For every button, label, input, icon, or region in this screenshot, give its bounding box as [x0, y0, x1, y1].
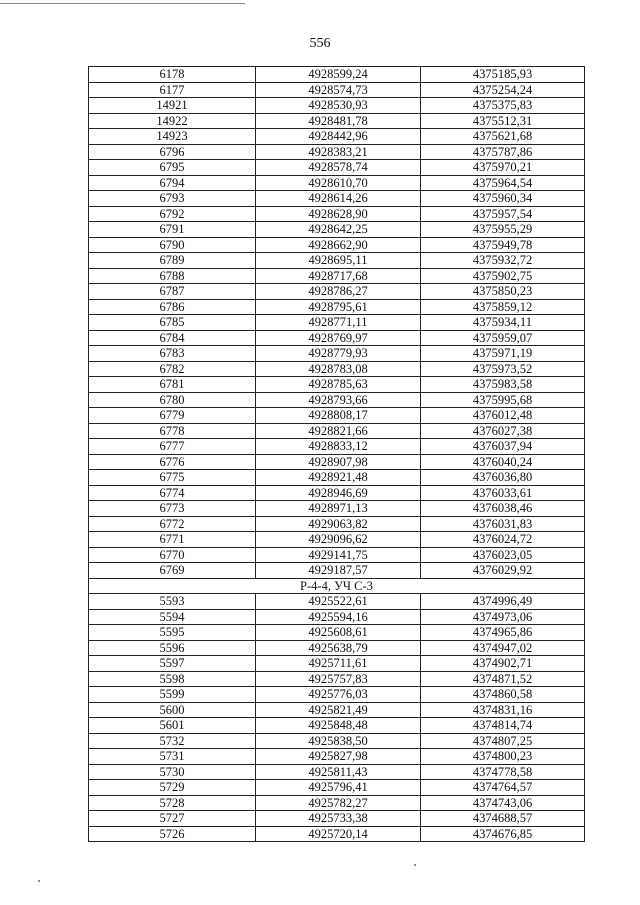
x-coordinate-cell: 4928793,66 [256, 392, 421, 408]
point-number-cell: 6782 [89, 361, 256, 377]
x-coordinate-cell: 4928599,24 [256, 67, 421, 83]
table-row [89, 222, 585, 238]
x-coordinate-cell: 4928383,21 [256, 144, 421, 160]
y-coordinate-cell: 4374676,85 [421, 826, 585, 842]
x-coordinate-cell: 4929096,62 [256, 532, 421, 548]
y-coordinate-cell: 4375971,19 [421, 346, 585, 362]
scan-speck [414, 864, 416, 866]
y-coordinate-cell: 4374800,23 [421, 749, 585, 765]
table-row [89, 377, 585, 393]
point-number-cell: 5600 [89, 702, 256, 718]
x-coordinate-cell: 4925796,41 [256, 780, 421, 796]
table-row [89, 315, 585, 331]
x-coordinate-cell: 4928628,90 [256, 206, 421, 222]
x-coordinate-cell: 4925594,16 [256, 609, 421, 625]
x-coordinate-cell: 4928808,17 [256, 408, 421, 424]
table-row [89, 237, 585, 253]
y-coordinate-cell: 4375995,68 [421, 392, 585, 408]
point-number-cell: 14923 [89, 129, 256, 145]
x-coordinate-cell: 4928833,12 [256, 439, 421, 455]
y-coordinate-cell: 4375949,78 [421, 237, 585, 253]
table-row [89, 547, 585, 563]
table-row [89, 826, 585, 842]
point-number-cell: 14922 [89, 113, 256, 129]
x-coordinate-cell: 4925848,48 [256, 718, 421, 734]
x-coordinate-cell: 4925821,49 [256, 702, 421, 718]
x-coordinate-cell: 4925711,61 [256, 656, 421, 672]
y-coordinate-cell: 4374778,58 [421, 764, 585, 780]
y-coordinate-cell: 4374814,74 [421, 718, 585, 734]
point-number-cell: 5594 [89, 609, 256, 625]
x-coordinate-cell: 4928530,93 [256, 98, 421, 114]
point-number-cell: 6785 [89, 315, 256, 331]
x-coordinate-cell: 4925838,50 [256, 733, 421, 749]
coordinates-table [88, 66, 585, 842]
y-coordinate-cell: 4374807,25 [421, 733, 585, 749]
y-coordinate-cell: 4376031,83 [421, 516, 585, 532]
x-coordinate-cell: 4925776,03 [256, 687, 421, 703]
y-coordinate-cell: 4374965,86 [421, 625, 585, 641]
y-coordinate-cell: 4375932,72 [421, 253, 585, 269]
x-coordinate-cell: 4928971,13 [256, 501, 421, 517]
table-row [89, 299, 585, 315]
table-row [89, 253, 585, 269]
table-row [89, 609, 585, 625]
y-coordinate-cell: 4374996,49 [421, 594, 585, 610]
point-number-cell: 6770 [89, 547, 256, 563]
y-coordinate-cell: 4375964,54 [421, 175, 585, 191]
x-coordinate-cell: 4928578,74 [256, 160, 421, 176]
point-number-cell: 5599 [89, 687, 256, 703]
x-coordinate-cell: 4928662,90 [256, 237, 421, 253]
point-number-cell: 6788 [89, 268, 256, 284]
table-row [89, 594, 585, 610]
point-number-cell: 6787 [89, 284, 256, 300]
table-row [89, 702, 585, 718]
point-number-cell: 6783 [89, 346, 256, 362]
point-number-cell: 5732 [89, 733, 256, 749]
y-coordinate-cell: 4375970,21 [421, 160, 585, 176]
table-row [89, 656, 585, 672]
point-number-cell: 5601 [89, 718, 256, 734]
table-row [89, 392, 585, 408]
table-row [89, 175, 585, 191]
table-row [89, 129, 585, 145]
point-number-cell: 6790 [89, 237, 256, 253]
y-coordinate-cell: 4376040,24 [421, 454, 585, 470]
point-number-cell: 6796 [89, 144, 256, 160]
table-row [89, 361, 585, 377]
x-coordinate-cell: 4925757,83 [256, 671, 421, 687]
point-number-cell: 5729 [89, 780, 256, 796]
x-coordinate-cell: 4925733,38 [256, 811, 421, 827]
point-number-cell: 6779 [89, 408, 256, 424]
y-coordinate-cell: 4375973,52 [421, 361, 585, 377]
x-coordinate-cell: 4928642,25 [256, 222, 421, 238]
x-coordinate-cell: 4928795,61 [256, 299, 421, 315]
point-number-cell: 6777 [89, 439, 256, 455]
point-number-cell: 5593 [89, 594, 256, 610]
x-coordinate-cell: 4928783,08 [256, 361, 421, 377]
table-row [89, 82, 585, 98]
table-row [89, 764, 585, 780]
coordinates-table-body [89, 67, 585, 842]
y-coordinate-cell: 4374902,71 [421, 656, 585, 672]
point-number-cell: 5730 [89, 764, 256, 780]
y-coordinate-cell: 4376023,05 [421, 547, 585, 563]
point-number-cell: 6786 [89, 299, 256, 315]
point-number-cell: 6773 [89, 501, 256, 517]
table-row [89, 330, 585, 346]
table-row [89, 532, 585, 548]
y-coordinate-cell: 4375254,24 [421, 82, 585, 98]
section-heading-row [89, 578, 585, 594]
table-row [89, 98, 585, 114]
y-coordinate-cell: 4375959,07 [421, 330, 585, 346]
y-coordinate-cell: 4374860,58 [421, 687, 585, 703]
point-number-cell: 6778 [89, 423, 256, 439]
table-row [89, 144, 585, 160]
scan-edge-line [0, 3, 245, 4]
table-row [89, 408, 585, 424]
y-coordinate-cell: 4376036,80 [421, 470, 585, 486]
point-number-cell: 6794 [89, 175, 256, 191]
point-number-cell: 6776 [89, 454, 256, 470]
point-number-cell: 5598 [89, 671, 256, 687]
x-coordinate-cell: 4928610,70 [256, 175, 421, 191]
y-coordinate-cell: 4376024,72 [421, 532, 585, 548]
point-number-cell: 6793 [89, 191, 256, 207]
x-coordinate-cell: 4928821,66 [256, 423, 421, 439]
x-coordinate-cell: 4925638,79 [256, 640, 421, 656]
x-coordinate-cell: 4925782,27 [256, 795, 421, 811]
x-coordinate-cell: 4925811,43 [256, 764, 421, 780]
y-coordinate-cell: 4375955,29 [421, 222, 585, 238]
table-row [89, 191, 585, 207]
y-coordinate-cell: 4375787,86 [421, 144, 585, 160]
point-number-cell: 6789 [89, 253, 256, 269]
x-coordinate-cell: 4928769,97 [256, 330, 421, 346]
point-number-cell: 6780 [89, 392, 256, 408]
table-row [89, 470, 585, 486]
point-number-cell: 6795 [89, 160, 256, 176]
table-row [89, 485, 585, 501]
table-row [89, 687, 585, 703]
y-coordinate-cell: 4375957,54 [421, 206, 585, 222]
x-coordinate-cell: 4928786,27 [256, 284, 421, 300]
point-number-cell: 6771 [89, 532, 256, 548]
y-coordinate-cell: 4374947,02 [421, 640, 585, 656]
y-coordinate-cell: 4374871,52 [421, 671, 585, 687]
x-coordinate-cell: 4928614,26 [256, 191, 421, 207]
point-number-cell: 5731 [89, 749, 256, 765]
point-number-cell: 5728 [89, 795, 256, 811]
x-coordinate-cell: 4928481,78 [256, 113, 421, 129]
table-row [89, 268, 585, 284]
point-number-cell: 6792 [89, 206, 256, 222]
y-coordinate-cell: 4375621,68 [421, 129, 585, 145]
x-coordinate-cell: 4928921,48 [256, 470, 421, 486]
y-coordinate-cell: 4374688,57 [421, 811, 585, 827]
table-row [89, 439, 585, 455]
point-number-cell: 6774 [89, 485, 256, 501]
y-coordinate-cell: 4374743,06 [421, 795, 585, 811]
table-row [89, 454, 585, 470]
scan-speck [38, 880, 40, 882]
y-coordinate-cell: 4374764,57 [421, 780, 585, 796]
x-coordinate-cell: 4925608,61 [256, 625, 421, 641]
x-coordinate-cell: 4928442,96 [256, 129, 421, 145]
point-number-cell: 6769 [89, 563, 256, 579]
y-coordinate-cell: 4376012,48 [421, 408, 585, 424]
x-coordinate-cell: 4925827,98 [256, 749, 421, 765]
table-row [89, 640, 585, 656]
table-row [89, 780, 585, 796]
table-row [89, 516, 585, 532]
x-coordinate-cell: 4928695,11 [256, 253, 421, 269]
table-row [89, 67, 585, 83]
y-coordinate-cell: 4376027,38 [421, 423, 585, 439]
point-number-cell: 6775 [89, 470, 256, 486]
section-heading: Р-4-4, УЧ С-3 [89, 578, 585, 594]
table-row [89, 206, 585, 222]
point-number-cell: 6791 [89, 222, 256, 238]
table-row [89, 671, 585, 687]
table-row [89, 113, 585, 129]
table-row [89, 749, 585, 765]
x-coordinate-cell: 4925720,14 [256, 826, 421, 842]
y-coordinate-cell: 4376029,92 [421, 563, 585, 579]
table-row [89, 284, 585, 300]
table-row [89, 795, 585, 811]
table-row [89, 811, 585, 827]
point-number-cell: 6784 [89, 330, 256, 346]
x-coordinate-cell: 4928779,93 [256, 346, 421, 362]
point-number-cell: 6178 [89, 67, 256, 83]
x-coordinate-cell: 4929063,82 [256, 516, 421, 532]
y-coordinate-cell: 4376037,94 [421, 439, 585, 455]
x-coordinate-cell: 4928717,68 [256, 268, 421, 284]
page-number: 556 [309, 36, 331, 51]
x-coordinate-cell: 4928785,63 [256, 377, 421, 393]
point-number-cell: 5596 [89, 640, 256, 656]
y-coordinate-cell: 4375512,31 [421, 113, 585, 129]
y-coordinate-cell: 4375375,83 [421, 98, 585, 114]
table-row [89, 501, 585, 517]
x-coordinate-cell: 4928907,98 [256, 454, 421, 470]
point-number-cell: 6772 [89, 516, 256, 532]
x-coordinate-cell: 4929187,57 [256, 563, 421, 579]
point-number-cell: 5595 [89, 625, 256, 641]
table-row [89, 563, 585, 579]
y-coordinate-cell: 4375983,58 [421, 377, 585, 393]
point-number-cell: 5597 [89, 656, 256, 672]
point-number-cell: 6177 [89, 82, 256, 98]
y-coordinate-cell: 4374831,16 [421, 702, 585, 718]
y-coordinate-cell: 4375902,75 [421, 268, 585, 284]
table-row [89, 718, 585, 734]
y-coordinate-cell: 4375185,93 [421, 67, 585, 83]
point-number-cell: 5727 [89, 811, 256, 827]
x-coordinate-cell: 4928574,73 [256, 82, 421, 98]
table-row [89, 625, 585, 641]
x-coordinate-cell: 4928771,11 [256, 315, 421, 331]
y-coordinate-cell: 4375934,11 [421, 315, 585, 331]
table-row [89, 160, 585, 176]
y-coordinate-cell: 4375850,23 [421, 284, 585, 300]
point-number-cell: 6781 [89, 377, 256, 393]
y-coordinate-cell: 4374973,06 [421, 609, 585, 625]
x-coordinate-cell: 4925522,61 [256, 594, 421, 610]
table-row [89, 423, 585, 439]
y-coordinate-cell: 4376033,61 [421, 485, 585, 501]
y-coordinate-cell: 4376038,46 [421, 501, 585, 517]
table-row [89, 733, 585, 749]
x-coordinate-cell: 4929141,75 [256, 547, 421, 563]
point-number-cell: 5726 [89, 826, 256, 842]
x-coordinate-cell: 4928946,69 [256, 485, 421, 501]
point-number-cell: 14921 [89, 98, 256, 114]
table-row [89, 346, 585, 362]
y-coordinate-cell: 4375859,12 [421, 299, 585, 315]
y-coordinate-cell: 4375960,34 [421, 191, 585, 207]
